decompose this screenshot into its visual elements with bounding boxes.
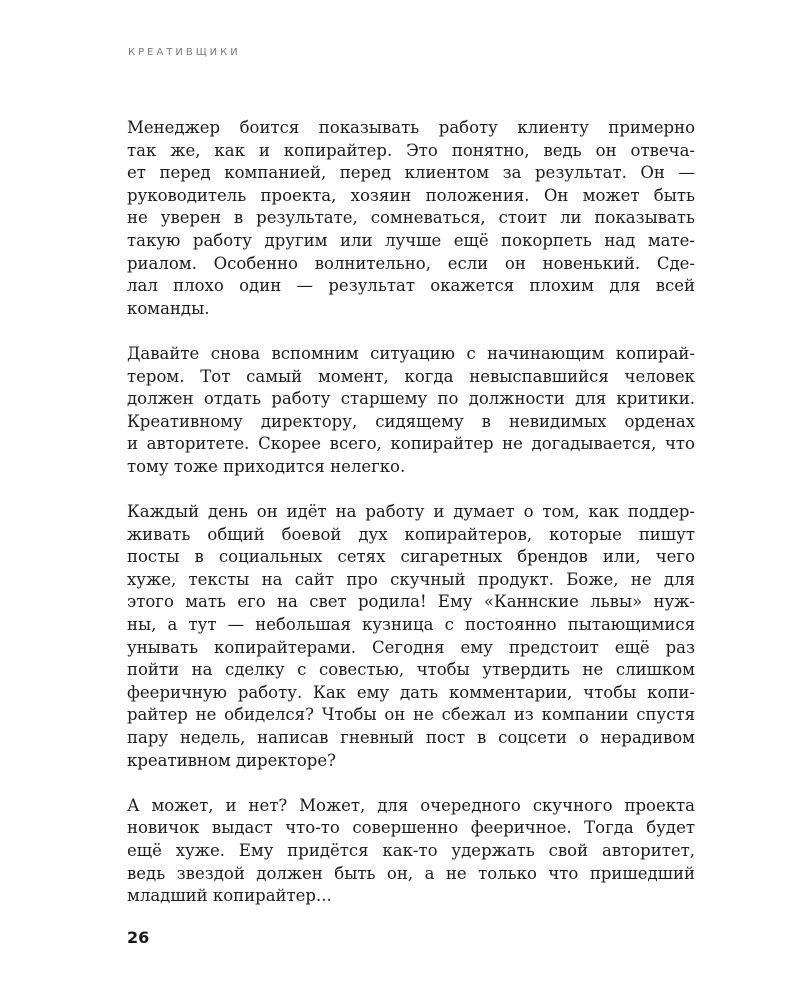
- text-line: тому тоже приходится нелегко.: [127, 456, 406, 476]
- text-line: Креативному директору, сидящему в невидимых орденах: [127, 411, 695, 431]
- text-line: живать общий боевой дух копирайтеров, которые пишут: [127, 524, 695, 544]
- text-line: лал плохо один — результат окажется плохим для всей: [127, 276, 695, 296]
- text-line: тером. Тот самый момент, когда невыспавшийся человек: [127, 366, 695, 386]
- text-line: фееричную работу. Как ему дать комментарии, чтобы копи-: [127, 682, 695, 702]
- text-line: райтер не обиделся? Чтобы он не сбежал из компании спустя: [127, 705, 695, 725]
- text-line: ет перед компанией, перед клиентом за результат. Он —: [127, 163, 695, 183]
- text-line: унывать копирайтерами. Сегодня ему предстоит ещё раз: [127, 637, 695, 657]
- text-line: Давайте снова вспомним ситуацию с начинающим копирай-: [127, 343, 695, 363]
- text-line: команды.: [127, 298, 210, 318]
- text-line: хуже, тексты на сайт про скучный продукт. Боже, не для: [127, 569, 695, 589]
- paragraph-4: [127, 795, 695, 908]
- text-line: не уверен в результате, сомневаться, стоит ли показывать: [127, 208, 695, 228]
- text-line: Менеджер боится показывать работу клиенту примерно: [127, 118, 695, 137]
- text-line: креативном директоре?: [127, 750, 336, 770]
- text-line: и авторитете. Скорее всего, копирайтер не догадывается, что: [127, 434, 695, 454]
- paragraph-2: [127, 343, 695, 479]
- paragraph-1: [127, 117, 695, 320]
- text-line: этого мать его на свет родила! Ему «Каннские львы» нуж-: [127, 592, 695, 612]
- page-number: 26: [127, 928, 150, 947]
- text-line: А может, и нет? Может, для очередного скучного проекта: [127, 795, 695, 815]
- text-line: такую работу другим или лучше ещё покорпеть над мате-: [127, 230, 695, 250]
- text-line: ещё хуже. Ему придётся как-то удержать свой авторитет,: [127, 841, 695, 860]
- text-line: ведь звездой должен быть он, а не только что пришедший: [127, 863, 695, 883]
- text-line: Каждый день он идёт на работу и думает о том, как поддер-: [127, 502, 695, 522]
- text-line: риалом. Особенно волнительно, если он новенький. Сде-: [127, 253, 695, 273]
- text-line: посты в социальных сетях сигаретных брендов или, чего: [127, 547, 695, 567]
- text-line: младший копирайтер...: [127, 886, 332, 906]
- text-line: новичок выдаст что-то совершенно фееричное. Тогда будет: [127, 818, 695, 838]
- text-line: должен отдать работу старшему по должности для критики.: [127, 389, 695, 409]
- body-text: [127, 117, 695, 930]
- paragraph-3: [127, 501, 695, 772]
- text-line: ны, а тут — небольшая кузница с постоянно пытающимися: [127, 615, 695, 635]
- text-line: так же, как и копирайтер. Это понятно, ведь он отвеча-: [127, 140, 695, 160]
- running-head: КРЕАТИВЩИКИ: [128, 47, 241, 58]
- text-line: пару недель, написав гневный пост в соцсети о нерадивом: [127, 728, 695, 748]
- text-line: руководитель проекта, хозяин положения. Он может быть: [127, 185, 695, 205]
- text-line: пойти на сделку с совестью, чтобы утвердить не слишком: [127, 660, 695, 680]
